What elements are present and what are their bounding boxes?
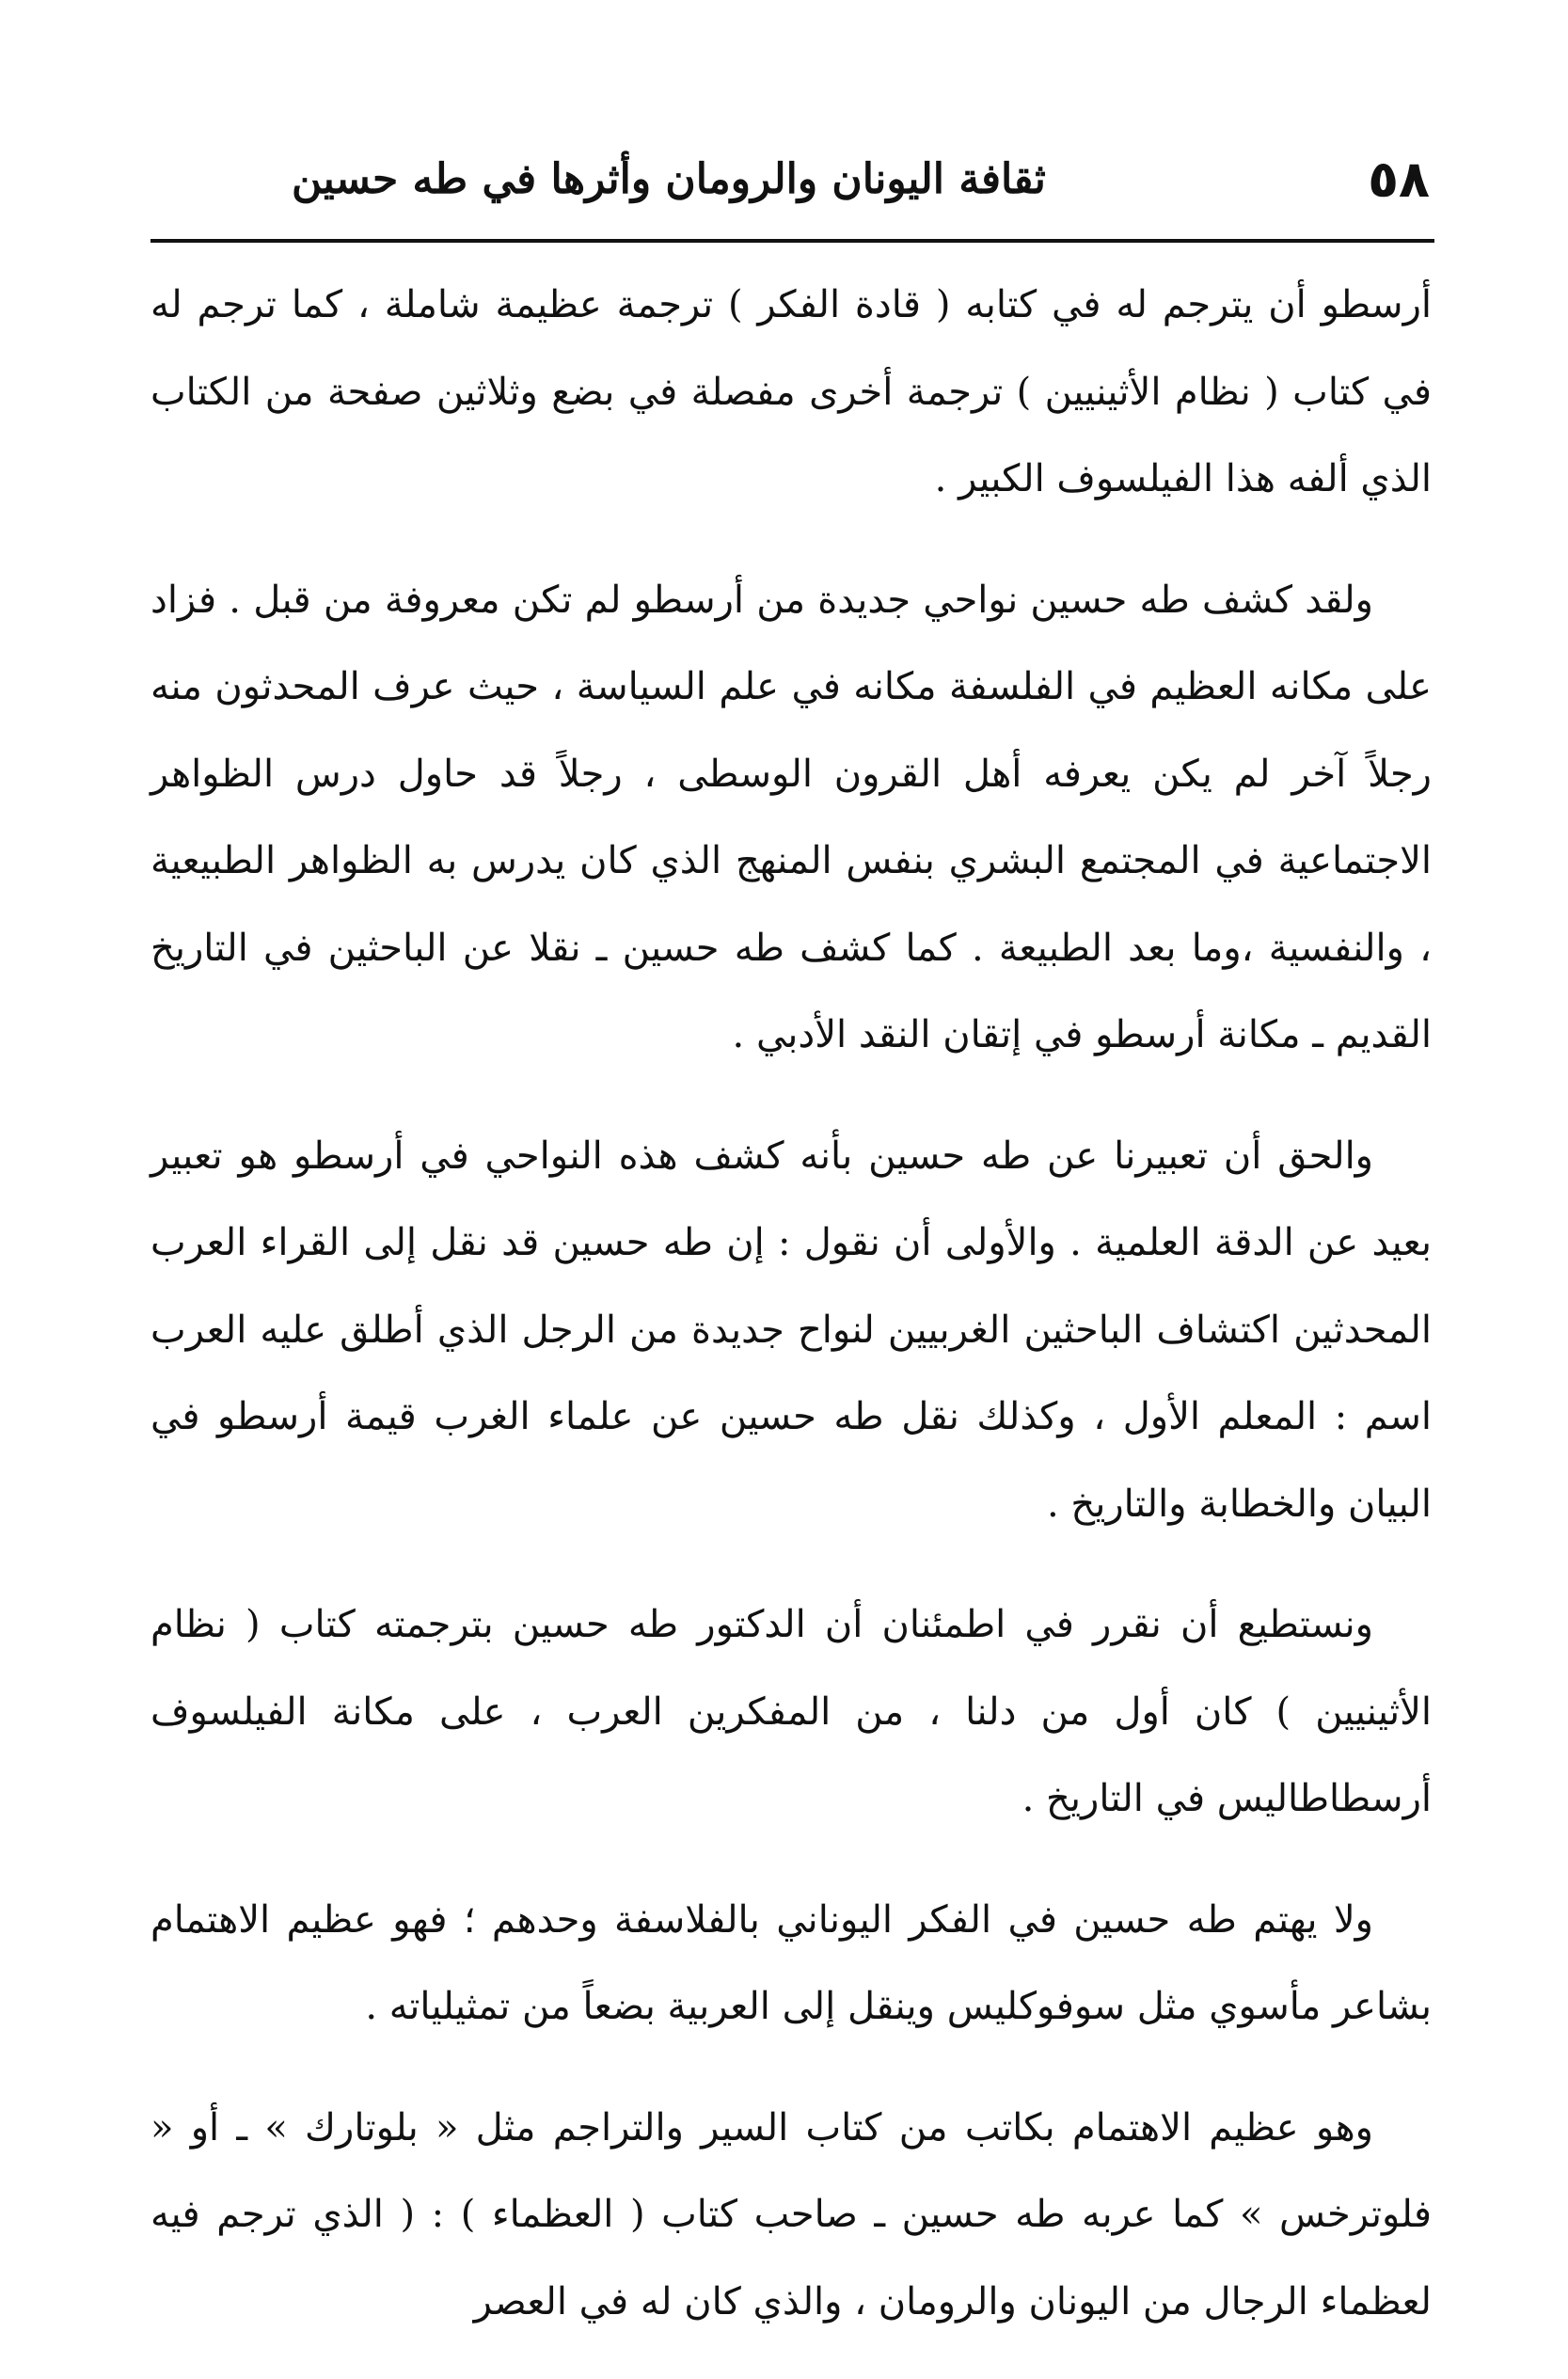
body-text — [150, 262, 1432, 2379]
page-header — [150, 141, 1430, 216]
paragraph: ولقد كشف طه حسين نواحي جديدة من أرسطو لم تكن معروفة من قبل . فزاد على مكانه العظيم في الفلسفة مكانه في علم السياسة ، حيث عرف المحدثون منه رجلاً آخر لم يكن يعرفه أهل القرون الوسطى ، رجلاً قد حاول درس الظواهر الاجتماعية في المجتمع البشري بنفس المنهج الذي كان يدرس به الظواهر الطبيعية ، والنفسية ،وما بعد الطبيعة . كما كشف طه حسين ـ نقلا عن الباحثين في التاريخ القديم ـ مكانة أرسطو في إتقان النقد الأدبي . — [150, 578, 1432, 1056]
paragraph: ونستطيع أن نقرر في اطمئنان أن الدكتور طه حسين بترجمته كتاب ( نظام الأثينيين ) كان أول من دلنا ، من المفكرين العرب ، على مكانة الفيلسوف أرسطاطاليس في التاريخ . — [150, 1603, 1432, 1820]
page-number: ٥٨ — [1368, 149, 1430, 209]
paragraph: وهو عظيم الاهتمام بكاتب من كتاب السير والتراجم مثل « بلوتارك » ـ أو « فلوترخس » كما عربه طه حسين ـ صاحب كتاب ( العظماء ) : ( الذي ترجم فيه لعظماء الرجال من اليونان والرومان ، والذي كان له في العصر — [150, 2105, 1432, 2323]
running-title: ثقافة اليونان والرومان وأثرها في طه حسين — [292, 154, 1046, 203]
paragraph: أرسطو أن يترجم له في كتابه ( قادة الفكر ) ترجمة عظيمة شاملة ، كما ترجم له في كتاب ( نظام الأثينيين ) ترجمة أخرى مفصلة في بضع وثلاثين صفحة من الكتاب الذي ألفه هذا الفيلسوف الكبير . — [150, 283, 1432, 500]
header-divider — [150, 239, 1434, 243]
paragraph: والحق أن تعبيرنا عن طه حسين بأنه كشف هذه النواحي في أرسطو هو تعبير بعيد عن الدقة العلمية . والأولى أن نقول : إن طه حسين قد نقل إلى القراء العرب المحدثين اكتشاف الباحثين الغربيين لنواح جديدة من الرجل الذي أطلق عليه العرب اسم : المعلم الأول ، وكذلك نقل طه حسين عن علماء الغرب قيمة أرسطو في البيان والخطابة والتاريخ . — [150, 1134, 1432, 1526]
paragraph: ولا يهتم طه حسين في الفكر اليوناني بالفلاسفة وحدهم ؛ فهو عظيم الاهتمام بشاعر مأسوي مثل سوفوكليس وينقل إلى العربية بضعاً من تمثيلياته . — [150, 1897, 1432, 2028]
